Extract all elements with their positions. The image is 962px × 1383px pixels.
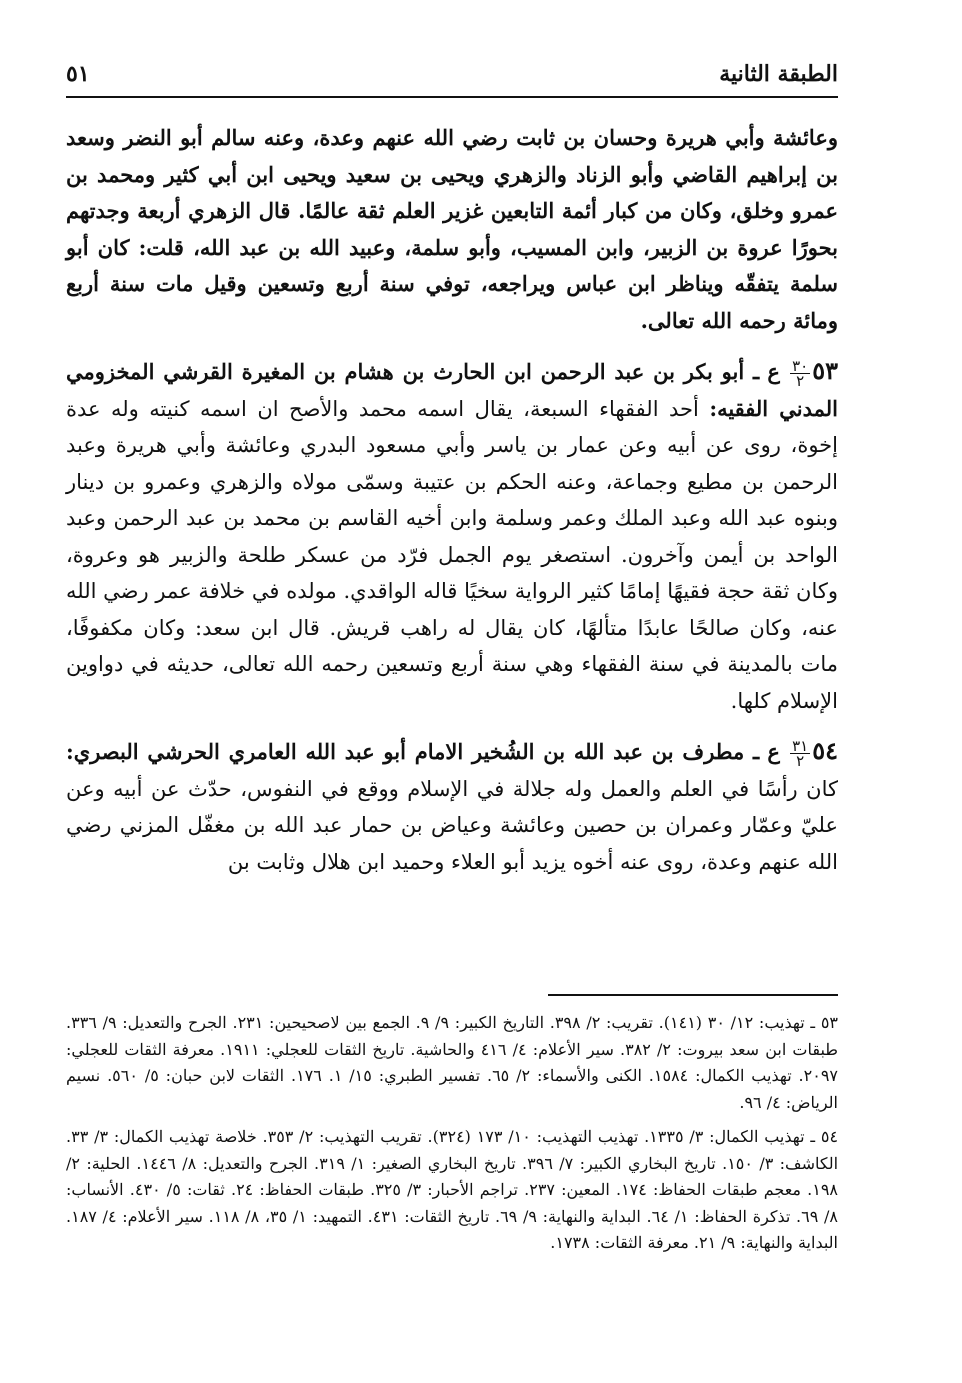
entry-text: كان رأسًا في العلم والعمل وله جلالة في الإسلام ووقع في النفوس، حدّث عن أبيه وعن عليّ وعمّار وعمران بن حصين وعائشة وعياض بن حمار عبد الله بن مغفّل المزني رضي الله عنهم وعدة، روى عنه أخوه يزيد أبو العلاء وحميد ابن هلال وثابت بن: [66, 776, 838, 874]
biography-entry-54: [66, 733, 838, 880]
entry-fraction: [790, 739, 810, 768]
entry-heading: ـ أبو بكر بن عبد الرحمن ابن الحارث بن هشام بن المغيرة القرشي المخزومي المدني الفقيه:: [66, 359, 838, 421]
fraction-top: ٣٠: [792, 357, 809, 375]
fraction-bottom: ٢: [796, 752, 805, 770]
entry-number: ٥٣: [812, 356, 838, 385]
footnotes: [66, 1010, 838, 1257]
footnote-54: ٥٤ ـ تهذيب الكمال: ٣/ ١٣٣٥. تهذيب التهذيب: ١٠/ ١٧٣ (٣٢٤). تقريب التهذيب: ٢/ ٣٥٣. خلاصة تهذيب الكمال: ٣/ ٣٣. الكاشف: ٣/ ١٥٠. تاريخ البخاري الكبير: ٧/ ٣٩٦. تاريخ البخاري الصغير: ١/ ٣١٩. الجرح والتعديل: ٨/ ١٤٤٦. الحلية: ٢/ ١٩٨. معجم طبقات الحفاظ: ١٧٤. المعين: ٢٣٧. تراجم الأحبار: ٣/ ٣٢٥. طبقات الحفاظ: ٢٤. ثقات: ٥/ ٤٣٠. الأنساب: ٨/ ٦٩. تذكرة الحفاظ: ١/ ٦٤. البداية والنهاية: ٩/ ٦٩. تاريخ الثقات: ٤٣١. التمهيد: ١/ ٣٥، ٨/ ١١٨. سير الأعلام: ٤/ ١٨٧. البداية والنهاية: ٩/ ٢١. معرفة الثقات: ١٧٣٨.: [66, 1127, 839, 1252]
section-title: الطبقة الثانية: [719, 61, 838, 87]
footnote-divider: [548, 994, 838, 996]
opening-paragraph: وعائشة وأبي هريرة وحسان بن ثابت رضي الله عنهم وعدة، وعنه سالم أبو النضر وسعد بن إبراهيم القاضي وأبو الزناد والزهري ويحيى بن سعيد ويحيى ابن أبي كثير ومحمد بن عمرو وخلق، وكان من كبار أئمة التابعين غزير العلم ثقة عالمًا. قال الزهري أربعة وجدتهم بحورًا عروة بن الزبير، وابن المسيب، وأبو سلمة، وعبيد الله بن عبد الله، قلت: كان أبو سلمة يتفقّه ويناظر ابن عباس ويراجعه، توفي سنة أربع وتسعين وقيل مات سنة أربع ومائة رحمه الله تعالى.: [66, 125, 838, 333]
fraction-bottom: ٢: [796, 372, 805, 390]
entry-marker: ع: [767, 359, 780, 384]
main-text: [66, 120, 838, 880]
entry-heading: ـ مطرف بن عبد الله بن الشُخير الامام أبو عبد الله العامري الحرشي البصري:: [66, 739, 760, 764]
page-header: [66, 52, 838, 98]
footnote-53: ٥٣ ـ تهذيب: ١٢/ ٣٠ (١٤١). تقريب: ٢/ ٣٩٨. التاريخ الكبير: ٩/ ٩. الجمع بين لاصحيحين: ٢٣١. الجرح والتعديل: ٩/ ٣٣٦. طبقات ابن سعد بيروت: ٢/ ٣٨٢. سير الأعلام: ٤/ ٤١٦ والحاشية. تاريخ الثقات للعجلي: ١٩١١. معرفة الثقات للعجلي: ٢٠٩٧. تهذيب الكمال: ١٥٨٤. الكنى والأسماء: ٢/ ٦٥. تفسير الطبري: ١٥/ ١. ١٧٦. الثقات لابن حبان: ٥/ ٥٦٠. نسيم الرياض: ٤/ ٩٦.: [66, 1013, 839, 1112]
fraction-top: ٣١: [792, 737, 809, 755]
entry-marker: ع: [767, 739, 780, 764]
entry-text: أحد الفقهاء السبعة، يقال اسمه محمد والأصح ان اسمه كنيته وله عدة إخوة، روى عن أبيه وعن عمار بن ياسر وأبي مسعود البدري وعائشة وأبي هريرة وعبد الرحمن بن مطيع وجماعة، وعنه الحكم بن عتيبة وسمّى مولاه والزهري وعمرو بن دينار وبنوه عبد الله وعبد الملك وعمر وسلمة وابن أخيه القاسم بن محمد بن عبد الرحمن وعبد الواحد بن أيمن وآخرون. استصغر يوم الجمل فرّد من عسكر طلحة والزبير هو وعروة، وكان ثقة حجة فقيهًا إمامًا كثير الرواية سخيًا قاله الواقدي. مولده في خلافة عمر رضي الله عنه، وكان صالحًا عابدًا متألهًا، كان يقال له راهب قريش. قال ابن سعد: وكان مكفوفًا، مات بالمدينة في سنة الفقهاء وهي سنة أربع وتسعين رحمه الله تعالى، حديثه في دواوين الإسلام كلها.: [66, 396, 839, 713]
biography-entry-53: [66, 353, 838, 719]
entry-fraction: [790, 359, 810, 388]
page-number: ٥١: [66, 61, 90, 87]
entry-number: ٥٤: [812, 736, 838, 765]
